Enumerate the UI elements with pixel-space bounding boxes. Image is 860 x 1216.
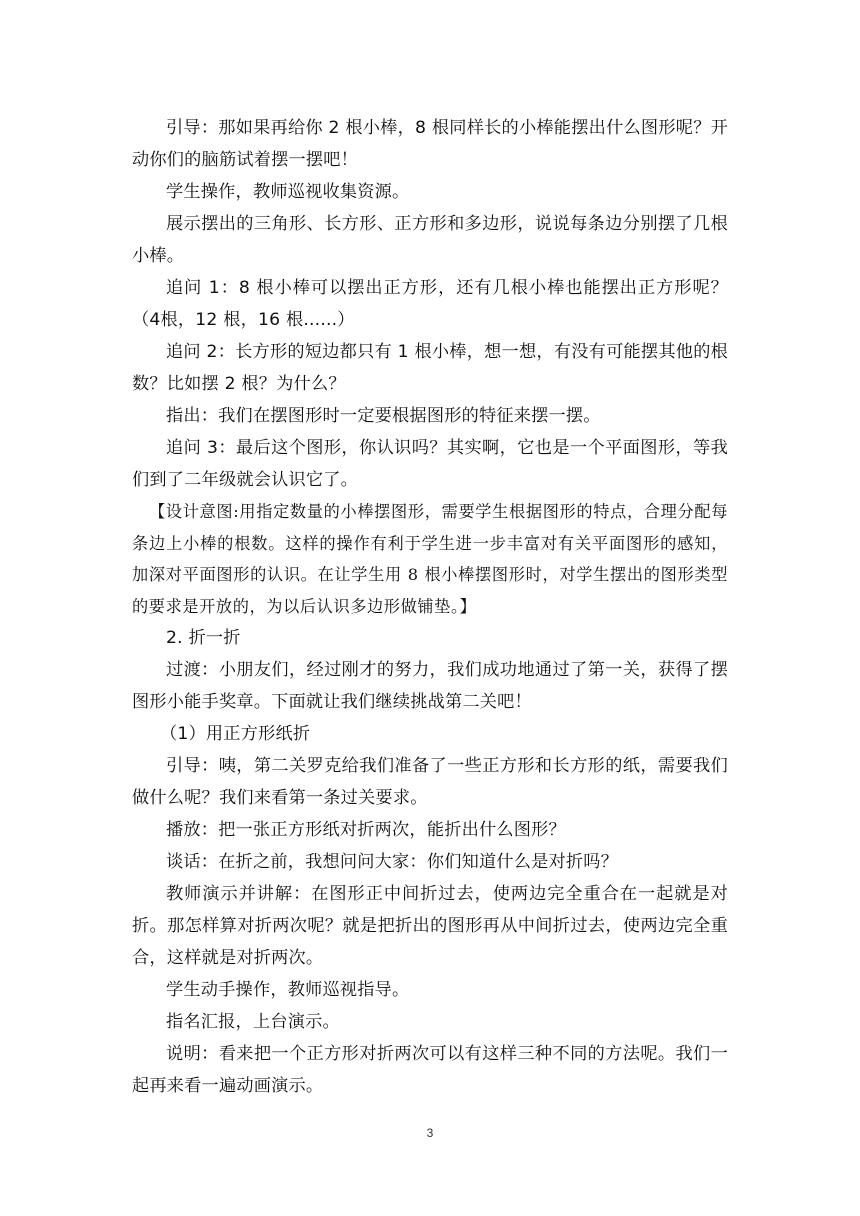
subsection-heading-square-paper: （1）用正方形纸折	[160, 724, 311, 745]
paragraph-question-3: 追问 3：最后这个图形，你认识吗？其实啊，它也是一个平面图形，等我们到了二年级就会认识它了。	[132, 438, 728, 490]
paragraph-point-out: 指出：我们在摆图形时一定要根据图形的特征来摆一摆。	[166, 406, 601, 426]
paragraph-play: 播放：把一张正方形纸对折两次，能折出什么图形？	[166, 820, 566, 841]
paragraph-guide-8-sticks: 引导：那如果再给你 2 根小棒，8 根同样长的小棒能摆出什么图形呢？开动你们的脑筋试着摆一摆吧！	[132, 118, 728, 170]
paragraph-show-shapes: 展示摆出的三角形、长方形、正方形和多边形，说说每条边分别摆了几根小棒。	[132, 214, 728, 266]
page-number: 3	[426, 1126, 434, 1140]
paragraph-question-1: 追问 1：8 根小棒可以摆出正方形，还有几根小棒也能摆出正方形呢？（4根，12 根，16 根......）	[132, 278, 728, 330]
paragraph-guide-paper: 引导：咦，第二关罗克给我们准备了一些正方形和长方形的纸，需要我们做什么呢？我们来看第一条过关要求。	[132, 756, 728, 809]
paragraph-report: 指名汇报，上台演示。	[166, 1012, 340, 1033]
page-body	[132, 112, 728, 1102]
paragraph-transition: 过渡：小朋友们，经过刚才的努力，我们成功地通过了第一关，获得了摆图形小能手奖章。下面就让我们继续挑战第二关吧！	[132, 660, 728, 713]
paragraph-student-hands-on: 学生动手操作，教师巡视指导。	[166, 980, 410, 1001]
paragraph-question-2: 追问 2：长方形的短边都只有 1 根小棒，想一想，有没有可能摆其他的根数？比如摆 2 根？为什么？	[132, 342, 728, 394]
paragraph-explain: 说明：看来把一个正方形对折两次可以有这样三种不同的方法呢。我们一起再来看一遍动画演示。	[132, 1044, 728, 1097]
paragraph-student-operation: 学生操作，教师巡视收集资源。	[166, 182, 410, 202]
section-heading-fold: 2. 折一折	[166, 628, 241, 649]
paragraph-talk: 谈话：在折之前，我想问问大家：你们知道什么是对折吗？	[166, 852, 619, 873]
paragraph-design-intent: 【设计意图:用指定数量的小棒摆图形，需要学生根据图形的特点，合理分配每条边上小棒的根数。这样的操作有利于学生进一步丰富对有关平面图形的感知，加深对平面图形的认识。在让学生用 8 根小棒摆图形时，对学生摆出的图形类型的要求是开放的，为以后认识多边形做铺垫。】	[132, 502, 728, 616]
paragraph-teacher-demo: 教师演示并讲解：在图形正中间折过去，使两边完全重合在一起就是对折。那怎样算对折两次呢？就是把折出的图形再从中间折过去，使两边完全重合，这样就是对折两次。	[132, 884, 728, 969]
